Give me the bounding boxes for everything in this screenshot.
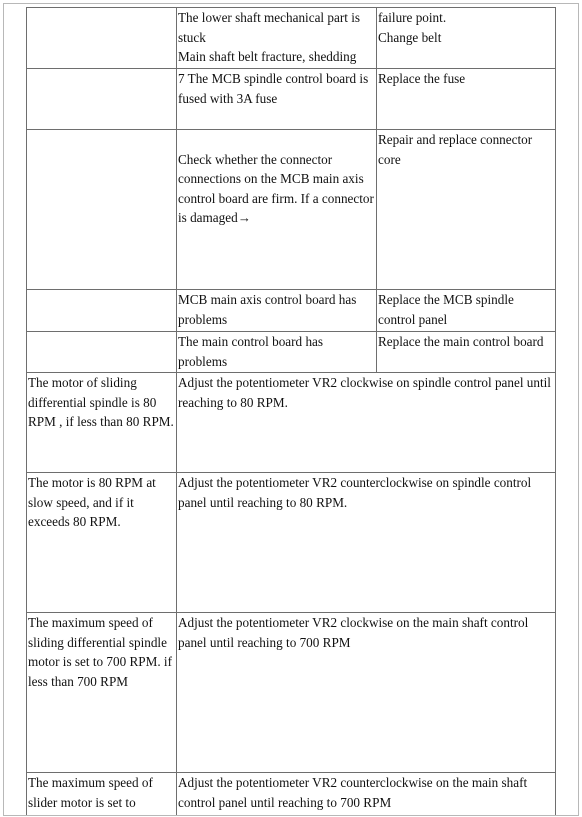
table-cell: [26, 129, 177, 290]
table-cell: The main control board has problems: [176, 331, 377, 373]
table-cell: 7 The MCB spindle control board is fused with 3A fuse: [176, 68, 377, 130]
table-cell: Adjust the potentiometer VR2 clockwise on spindle control panel until reaching to 80 RPM.: [176, 372, 556, 473]
table-cell: Check whether the connector connections on the MCB main axis control board are firm. If a connector is damaged→: [176, 129, 377, 290]
table-cell: The motor of sliding differential spindle is 80 RPM , if less than 80 RPM.: [26, 372, 177, 473]
table-cell: MCB main axis control board has problems: [176, 289, 377, 332]
document-page: [3, 3, 579, 816]
table-cell: [26, 289, 177, 332]
table-cell: Adjust the potentiometer VR2 counterclockwise on the main shaft control panel until reaching to 700 RPM: [176, 772, 556, 816]
table-cell: [26, 331, 177, 373]
table-cell: [26, 68, 177, 130]
table-cell: The maximum speed of slider motor is set to: [26, 772, 177, 816]
table-cell: Adjust the potentiometer VR2 counterclockwise on spindle control panel until reaching to 80 RPM.: [176, 472, 556, 613]
table-cell: Replace the main control board: [376, 331, 556, 373]
table-cell: Adjust the potentiometer VR2 clockwise on the main shaft control panel until reaching to 700 RPM: [176, 612, 556, 773]
table-cell: Replace the MCB spindle control panel: [376, 289, 556, 332]
table-cell: The motor is 80 RPM at slow speed, and if it exceeds 80 RPM.: [26, 472, 177, 613]
table-cell: Replace the fuse: [376, 68, 556, 130]
table-cell: The maximum speed of sliding differential spindle motor is set to 700 RPM. if less than 700 RPM: [26, 612, 177, 773]
table-cell: The lower shaft mechanical part is stuck Main shaft belt fracture, shedding: [176, 7, 377, 69]
table-cell: [26, 7, 177, 69]
table-cell: failure point. Change belt: [376, 7, 556, 69]
table-cell: Repair and replace connector core: [376, 129, 556, 290]
